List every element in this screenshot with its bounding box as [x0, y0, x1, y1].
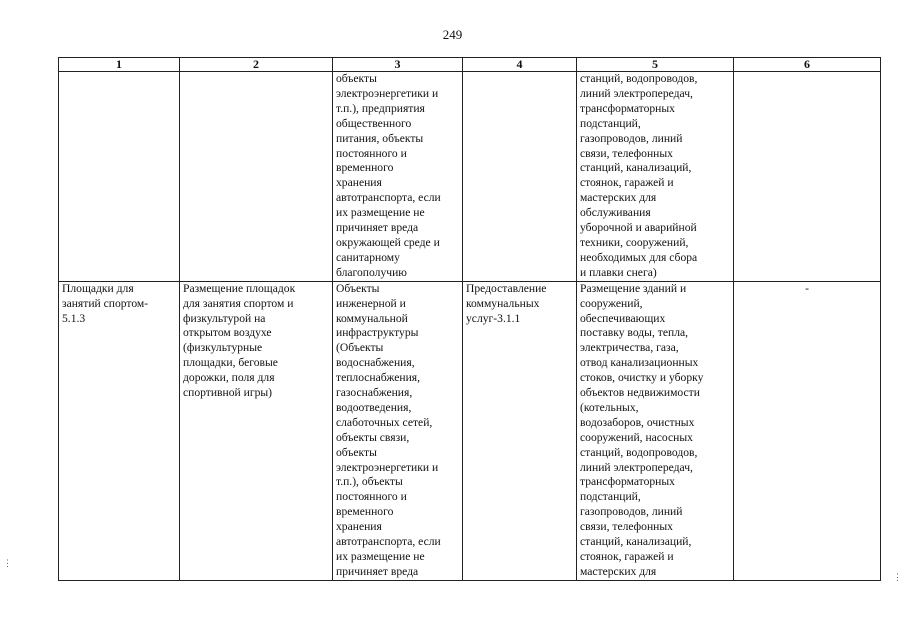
column-header: 2: [180, 58, 333, 72]
column-header: 3: [333, 58, 463, 72]
table-cell: станций, водопроводов, линий электропередач, трансформаторных подстанций, газопроводов, линий связи, телефонных станций, канализаций, стоянок, гаражей и мастерских для обслуживания уборочной и аварийной техники, сооружений, необходимых для сбора и плавки снега): [577, 72, 734, 282]
document-table: [58, 57, 881, 581]
table-row: [59, 281, 881, 580]
scan-edge-mark: ⋮: [893, 572, 902, 582]
column-header: 5: [577, 58, 734, 72]
table-cell: объекты электроэнергетики и т.п.), предприятия общественного питания, объекты постоянного и временного хранения автотранспорта, если их размещение не причиняет вреда окружающей среде и санитарному благополучию: [333, 72, 463, 282]
column-header: 6: [734, 58, 881, 72]
table-cell: Объекты инженерной и коммунальной инфраструктуры (Объекты водоснабжения, теплоснабжения, газоснабжения, водоотведения, слаботочных сетей, объекты связи, объекты электроэнергетики и т.п.), объекты постоянного и временного хранения автотранспорта, если их размещение не причиняет вреда: [333, 281, 463, 580]
table-row: [59, 72, 881, 282]
table-cell: Размещение зданий и сооружений, обеспечивающих поставку воды, тепла, электричества, газа, отвод канализационных стоков, очистку и уборку объектов недвижимости (котельных, водозаборов, очистных сооружений, насосных станций, водопроводов, линий электропередач, трансформаторных подстанций, газопроводов, линий связи, телефонных станций, канализаций, стоянок, гаражей и мастерских для: [577, 281, 734, 580]
table-cell: [463, 72, 577, 282]
table-cell: [180, 72, 333, 282]
table-cell: Площадки для занятий спортом- 5.1.3: [59, 281, 180, 580]
table-header-row: [59, 58, 881, 72]
table-cell: Размещение площадок для занятия спортом и физкультурой на открытом воздухе (физкультурные площадки, беговые дорожки, поля для спортивной игры): [180, 281, 333, 580]
page-number: 249: [442, 27, 463, 42]
table-cell: Предоставление коммунальных услуг-3.1.1: [463, 281, 577, 580]
scan-edge-mark: ⋮: [3, 558, 12, 568]
column-header: 4: [463, 58, 577, 72]
table-cell: [734, 72, 881, 282]
table-cell: [59, 72, 180, 282]
column-header: 1: [59, 58, 180, 72]
table-cell: -: [734, 281, 881, 580]
